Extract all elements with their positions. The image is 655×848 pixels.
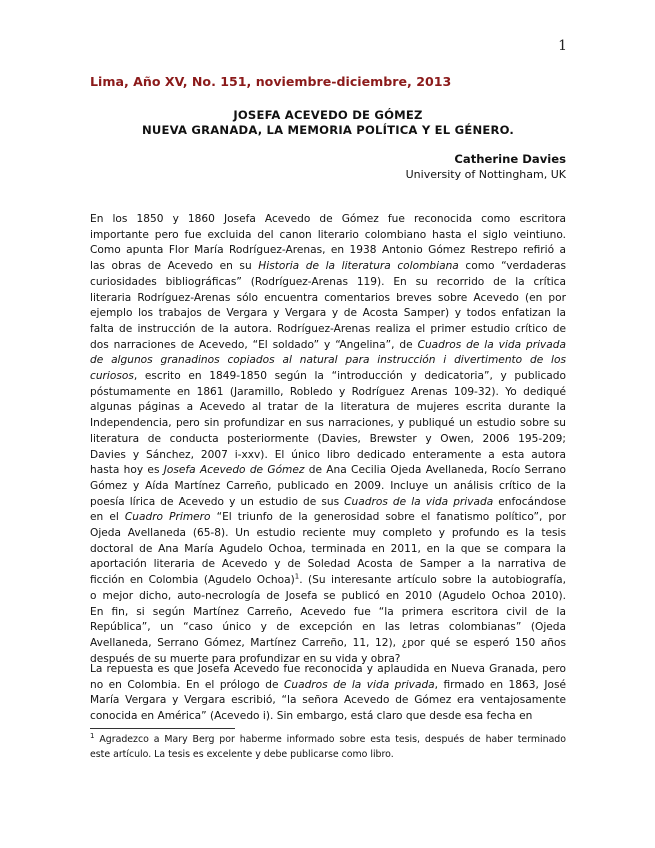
text-run: literatura de conducta posteriormente (Davies, Brewster y Owen, 2006 195-209;: [90, 432, 566, 445]
text-line: [90, 259, 566, 275]
text-line: [90, 510, 566, 526]
text-line: [90, 243, 566, 259]
body-paragraph-2: [90, 662, 566, 725]
footnote-separator: [90, 728, 235, 729]
text-run: literaria Rodríguez-Arenas sólo encuentra comentarios breves sobre Acevedo (en por: [90, 291, 566, 304]
text-line: [90, 479, 566, 495]
text-run: aportación literaria de Acevedo y de Soledad Acosta de Samper a la narrativa de: [90, 558, 566, 571]
text-line: [90, 636, 566, 652]
text-run: de Ana Cecilia Ojeda Avellaneda, Rocío Serrano: [304, 464, 566, 477]
footnote-marker: 1: [90, 731, 95, 740]
text-run: República”, un “caso único y de excepción en las letras colombianas” (Ojeda: [90, 621, 566, 634]
text-line: [90, 369, 566, 385]
text-run: María Vergara y Vergara escribió, “la señora Acevedo de Gómez era ventajosamente: [90, 694, 566, 707]
text-run: , firmado en 1863, José: [434, 678, 566, 691]
text-line: [90, 526, 566, 542]
text-run: curiosidades bibliográficas” (Rodríguez-Arenas 119). En su recorrido de la crítica: [90, 275, 566, 288]
italic-title: Cuadro Primero: [124, 511, 211, 524]
footnote: [90, 733, 566, 762]
text-run: dos narraciones de Acevedo, “El soldado” y “Angelina”, de: [90, 338, 418, 351]
article-title-line-1: JOSEFA ACEVEDO DE GÓMEZ: [233, 108, 423, 122]
text-run: no en Colombia. En el prólogo de: [90, 678, 284, 691]
text-run: Gómez y Aída Martínez Carreño, publicado en 2009. Incluye un análisis crítico de la: [90, 479, 566, 492]
text-run: después de su muerte para profundizar en su vida y obra?: [90, 652, 401, 665]
text-line: [90, 463, 566, 479]
text-run: en el: [90, 511, 125, 524]
text-run: Davies y Sánchez, 2007 i-xxv). El único libro dedicado enteramente a esta autora: [90, 448, 566, 461]
text-line: [90, 542, 566, 558]
italic-title: curiosos: [90, 370, 134, 383]
text-run: o mejor dicho, auto-necrología de Josefa se publicó en 2010 (Agudelo Ochoa 2010).: [90, 589, 566, 602]
text-run: Como apunta Flor María Rodríguez-Arenas, en 1938 Antonio Gómez Restrepo refirió a: [90, 244, 566, 257]
text-line: [90, 589, 566, 605]
text-line: [90, 678, 566, 694]
text-run: En fin, si según Martínez Carreño, Acevedo fue “la primera escritora civil de la: [90, 605, 566, 618]
page-number: 1: [558, 38, 567, 54]
text-line: [90, 620, 566, 636]
italic-title: de algunos granadinos copiados al natural para instrucción i divertimento de los: [90, 354, 566, 367]
text-line: [90, 709, 566, 725]
text-run: importante pero fue excluida del canon literario colombiano hasta el siglo veintiuno.: [90, 228, 566, 241]
text-line: [90, 275, 566, 291]
italic-title: Josefa Acevedo de Gómez: [163, 464, 305, 477]
text-run: Avellaneda, Serrano Gómez, Martínez Carreño, 11, 12), ¿por qué se esperó 150 años: [90, 636, 566, 649]
text-line: [90, 338, 566, 354]
text-line: [90, 448, 566, 464]
author-name: Catherine Davies: [454, 152, 566, 166]
text-line: [90, 400, 566, 416]
text-run: las obras de Acevedo en su: [90, 260, 259, 273]
text-run: conocida en América” (Acevedo i). Sin embargo, está claro que desde esa fecha en: [90, 710, 533, 723]
text-line: [90, 662, 566, 678]
text-run: enfocándose: [493, 495, 566, 508]
text-run: Independencia, pero sin profundizar en sus narraciones, y publiqué un estudio sobre su: [90, 417, 566, 430]
text-line: [90, 353, 566, 369]
text-run: falta de instrucción de la autora. Rodríguez-Arenas realiza el primer estudio crítico de: [90, 322, 566, 335]
text-run: ejemplo los trabajos de Vergara y Vergara y de Acosta Samper) y todos enfatizan la: [90, 307, 566, 320]
italic-title: Cuadros de la vida privada: [283, 678, 435, 691]
italic-title: Cuadros de la vida privada: [344, 495, 494, 508]
text-run: , escrito en 1849-1850 según la “introducción y dedicatoria”, y publicado: [133, 370, 566, 383]
author-affiliation: University of Nottingham, UK: [405, 168, 566, 181]
text-run: poesía lírica de Acevedo y un estudio de sus: [90, 495, 345, 508]
text-line: [90, 291, 566, 307]
text-line: [90, 385, 566, 401]
footnote-reference: 1: [294, 572, 300, 581]
footnote-line: [90, 733, 566, 748]
text-line: [90, 573, 566, 589]
article-title-line-2: NUEVA GRANADA, LA MEMORIA POLÍTICA Y EL GÉNERO.: [141, 123, 515, 137]
text-line: [90, 212, 566, 228]
text-line: [90, 605, 566, 621]
text-run: como “verdaderas: [458, 260, 566, 273]
footnote-line: este artículo. La tesis es excelente y debe publicarse como libro.: [90, 748, 394, 760]
text-run: algunas páginas a Acevedo al tratar de la literatura de mujeres escrita durante la: [90, 401, 566, 414]
text-line: [90, 693, 566, 709]
text-run: hasta hoy es: [90, 464, 164, 477]
text-run: Ojeda Avellaneda (65-8). Un estudio reciente muy completo y profundo es la tesis: [90, 527, 566, 540]
text-run: doctoral de Ana María Agudelo Ochoa, terminada en 2011, en la que se compara la: [90, 542, 566, 555]
text-line: [90, 432, 566, 448]
text-line: [90, 322, 566, 338]
text-run: “El triunfo de la generosidad sobre el fanatismo político”, por: [210, 511, 566, 524]
text-line: [90, 416, 566, 432]
text-run: En los 1850 y 1860 Josefa Acevedo de Gómez fue reconocida como escritora: [90, 213, 566, 225]
italic-title: Cuadros de la vida privada: [417, 338, 567, 351]
text-line: [90, 306, 566, 322]
footnote-text-1: Agradezco a Mary Berg por haberme informado sobre esta tesis, después de haber terminado: [99, 734, 566, 745]
body-paragraph-1: [90, 212, 566, 667]
journal-header: Lima, Año XV, No. 151, noviembre-diciembre, 2013: [90, 74, 452, 89]
text-run: La repuesta es que Josefa Acevedo fue reconocida y aplaudida en Nueva Granada, pero: [90, 663, 566, 675]
text-run: ficción en Colombia (Agudelo Ochoa): [90, 574, 295, 587]
text-line: [90, 557, 566, 573]
text-run: póstumamente en 1861 (Jaramillo, Robledo y Rodríguez Arenas 109-32). Yo dediqué: [90, 385, 566, 398]
text-run: . (Su interesante artículo sobre la autobiografía,: [299, 574, 566, 587]
text-line: [90, 495, 566, 511]
text-line: [90, 228, 566, 244]
italic-title: Historia de la literatura colombiana: [258, 260, 459, 273]
